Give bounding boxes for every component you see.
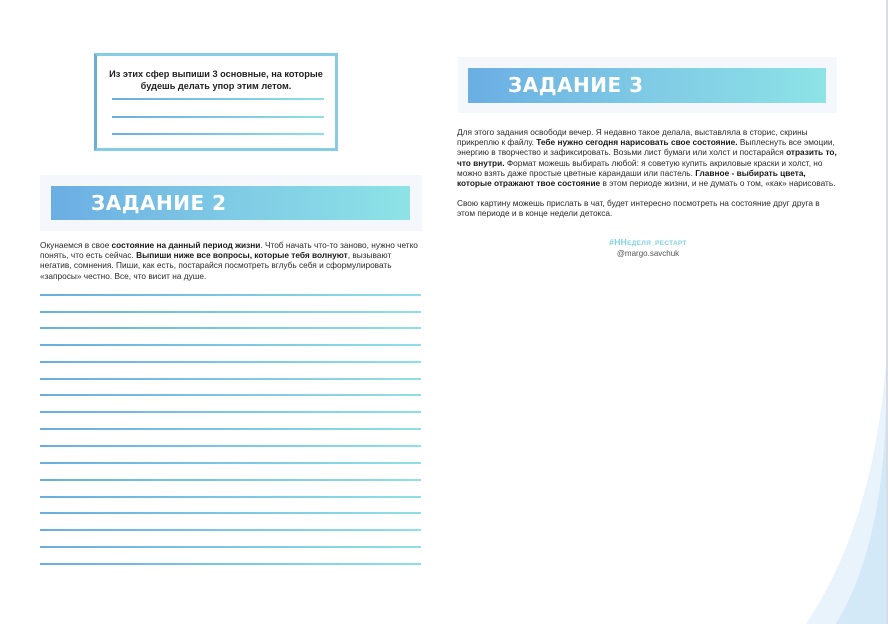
task2-text: Окунаемся в свое состояние на данный период жизни. Чтоб начать что-то заново, нужно четко понять, что есть сейчас. Выпиши ниже все вопросы, которые тебя волнуют, вызывают негатив, сомнения. Пиши, как есть, постарайся посмотреть вглубь себя и сформулировать «запросы» честно. Все, что висит на душе. <box>40 240 418 281</box>
task3-banner <box>468 68 826 103</box>
writing-line[interactable] <box>40 529 421 531</box>
writing-line[interactable] <box>40 512 421 514</box>
writing-line[interactable] <box>40 361 421 363</box>
decorative-wave <box>766 364 886 624</box>
writing-line[interactable] <box>40 311 421 313</box>
answer-line[interactable] <box>112 98 324 100</box>
writing-line[interactable] <box>40 294 421 296</box>
writing-line[interactable] <box>40 378 421 380</box>
task2-banner <box>51 186 410 220</box>
writing-line[interactable] <box>40 445 421 447</box>
task3-text: Для этого задания освободи вечер. Я недавно такое делала, выставляла в сторис, скрины прикреплю к файлу. Тебе нужно сегодня нарисовать свое состояние. Выплеснуть все эмоции, энергию в творчество и зафиксировать. Возьми лист бумаги или холст и постарайся отразить то, что внутри. Формат можешь выбирать любой: я советую купить акриловые краски и холст, но можно взять даже простые цветные карандаши или пастель. Главное - выбирать цвета, которые отражают твое состояние в этом периоде жизни, и не думать о том, «как» нарисовать. Свою картину можешь прислать в чат, будет интересно посмотреть на состояние друг друга в этом периоде и в конце недели детокса. <box>457 127 840 219</box>
writing-line[interactable] <box>40 546 421 548</box>
task2-banner-frame <box>40 175 422 231</box>
answer-line[interactable] <box>112 133 324 135</box>
writing-line[interactable] <box>40 496 421 498</box>
writing-line[interactable] <box>40 563 421 565</box>
writing-line[interactable] <box>40 411 421 413</box>
writing-line[interactable] <box>40 479 421 481</box>
writing-line[interactable] <box>40 428 421 430</box>
spheres-card <box>94 53 338 151</box>
task3-banner-frame <box>458 57 837 113</box>
writing-line[interactable] <box>40 327 421 329</box>
task3-title: ЗАДАНИЕ 3 <box>508 73 644 97</box>
spheres-instruction: Из этих сфер выпиши 3 основные, на которые будешь делать упор этим летом. <box>109 69 323 91</box>
answer-line[interactable] <box>112 116 324 118</box>
task3-share-note: Свою картину можешь прислать в чат, будет интересно посмотреть на состояние друг друга в этом периоде и в конце недели детокса. <box>457 198 820 219</box>
writing-line[interactable] <box>40 462 421 464</box>
hashtag: #ННЕДЕЛЯ_РЕСТАРТ <box>609 237 687 247</box>
author-handle[interactable]: @margo.savchuk <box>616 249 680 258</box>
writing-line[interactable] <box>40 344 421 346</box>
author-signature <box>470 237 826 259</box>
task2-title: ЗАДАНИЕ 2 <box>91 191 227 215</box>
writing-line[interactable] <box>40 394 421 396</box>
